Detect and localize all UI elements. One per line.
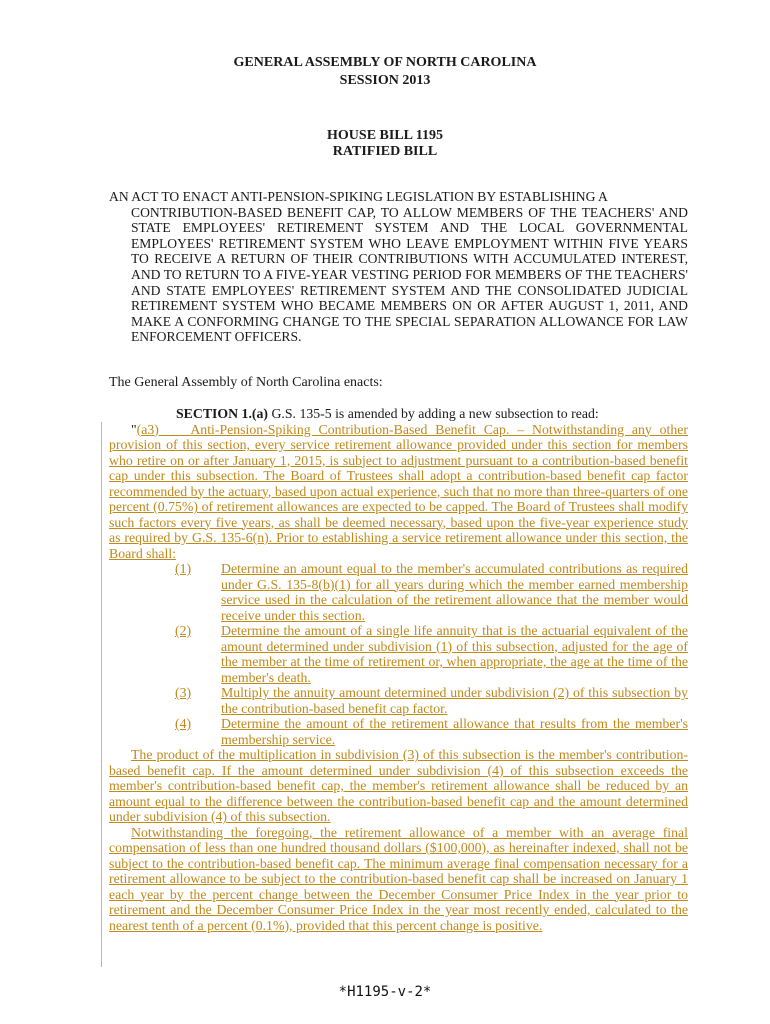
- session-title: SESSION 2013: [339, 73, 431, 88]
- subsection-a3: [109, 422, 688, 562]
- item-number: (2): [175, 623, 192, 638]
- item-text: Multiply the annuity amount determined under subdivision (2) of this subsection by the contribution-based benefit cap factor.: [221, 685, 688, 716]
- act-title-first-line: AN ACT TO ENACT ANTI-PENSION-SPIKING LEGISLATION BY ESTABLISHING A: [109, 189, 608, 204]
- change-bar: [101, 422, 102, 967]
- document-barcode-id: *H1195-v-2*: [338, 984, 432, 1000]
- paragraph-notwithstanding: Notwithstanding the foregoing, the retirement allowance of a member with an average final compensation of less than one hundred thousand dollars ($100,000), as hereinafter indexed, shall not be subject to the contribution-based benefit cap. The minimum average final compensation necessary for a retirement allowance to be subject to the contribution-based benefit cap shall be increased on January 1 each year by the percent change between the December Consumer Price Index in the year prior to retirement and the December Consumer Price Index in the year most recently ended, calculated to the nearest tenth of a percent (0.1%), provided that this percent change is positive.: [109, 824, 688, 933]
- list-item: [175, 685, 688, 716]
- item-number: (4): [175, 716, 192, 731]
- item-text: Determine the amount of a single life annuity that is the actuarial equivalent of the amount determined under subdivision (1) of this subsection, adjusted for the age of the member at the time of retirement or, when appropriate, the age at the time of the member's death.: [221, 623, 688, 685]
- item-number: (1): [175, 561, 192, 576]
- paragraph-product: The product of the multiplication in subdivision (3) of this subsection is the member's contribution-based benefit cap. If the amount determined under subdivision (4) of this subsection exceeds the member's contribution-based benefit cap, the member's retirement allowance shall be reduced by an amount equal to the difference between the contribution-based benefit cap and the amount determined under subdivision (4) of this subsection.: [109, 747, 688, 824]
- subsection-text: Anti-Pension-Spiking Contribution-Based Benefit Cap. – Notwithstanding any other provision of this section, every service retirement allowance provided under this section for members who retire on or after January 1, 2015, is subject to adjustment pursuant to a contribution-based benefit cap under this subsection. The Board of Trustees shall adopt a contribution-based benefit cap factor recommended by the actuary, based upon actual experience, such that no more than three-quarters of one percent (0.75%) of retirement allowances are expected to be capped. The Board of Trustees shall modify such factors every five years, as shall be deemed necessary, based upon the five-year experience study as required by G.S. 135-6(n). Prior to establishing a service retirement allowance under this section, the Board shall:: [109, 421, 689, 561]
- opening-quote: ": [131, 421, 137, 437]
- section-intro: G.S. 135-5 is amended by adding a new subsection to read:: [271, 406, 599, 421]
- section-body: [109, 406, 688, 933]
- list-item: [175, 716, 688, 747]
- item-number: (3): [175, 685, 192, 700]
- subsection-number: (a3): [136, 421, 159, 437]
- section-heading-line: [109, 406, 688, 422]
- act-title-continuation: CONTRIBUTION-BASED BENEFIT CAP, TO ALLOW MEMBERS OF THE TEACHERS' AND STATE EMPLOYEES' RETIREMENT SYSTEM AND THE LOCAL GOVERNMENTAL EMPLOYEES' RETIREMENT SYSTEM WHO LEAVE EMPLOYMENT WITHIN FIVE YEARS TO RECEIVE A RETURN OF THEIR CONTRIBUTIONS WITH ACCUMULATED INTEREST, AND TO RETURN TO A FIVE-YEAR VESTING PERIOD FOR MEMBERS OF THE TEACHERS' AND STATE EMPLOYEES' RETIREMENT SYSTEM AND THE CONSOLIDATED JUDICIAL RETIREMENT SYSTEM WHO BECAME MEMBERS ON OR AFTER AUGUST 1, 2011, AND MAKE A CONFORMING CHANGE TO THE SPECIAL SEPARATION ALLOWANCE FOR LAW ENFORCEMENT OFFICERS.: [131, 204, 688, 345]
- list-item: [175, 623, 688, 685]
- section-label: SECTION 1.(a): [176, 406, 268, 421]
- assembly-title: GENERAL ASSEMBLY OF NORTH CAROLINA: [233, 55, 537, 70]
- act-title: [109, 189, 688, 345]
- list-item: [175, 561, 688, 623]
- enacting-clause: The General Assembly of North Carolina enacts:: [109, 375, 383, 390]
- item-text: Determine an amount equal to the member's accumulated contributions as required under G.S. 135-8(b)(1) for all years during which the member earned membership service used in the calculation of the retirement allowance that the member would receive under this section.: [221, 561, 688, 623]
- item-text: Determine the amount of the retirement allowance that results from the member's membership service.: [221, 716, 688, 747]
- bill-number: HOUSE BILL 1195: [327, 128, 443, 143]
- bill-status: RATIFIED BILL: [332, 144, 438, 159]
